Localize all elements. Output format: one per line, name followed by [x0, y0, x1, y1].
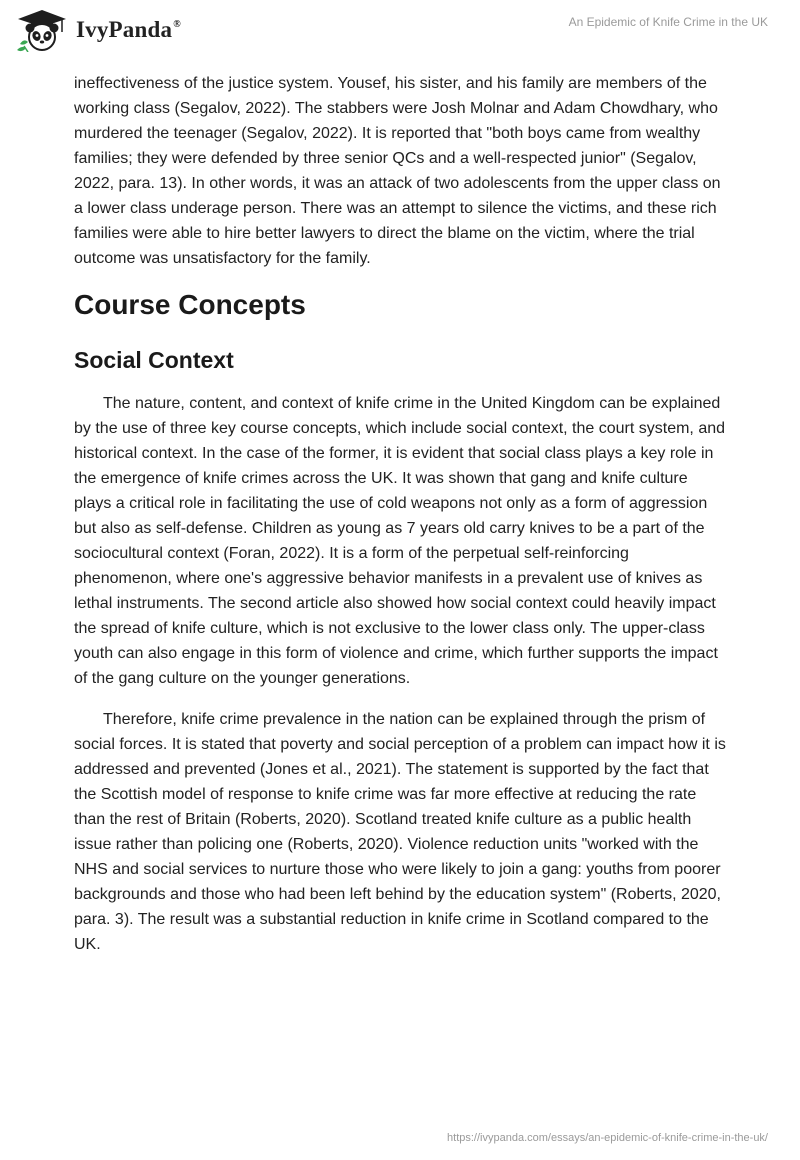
document-title: An Epidemic of Knife Crime in the UK [568, 15, 768, 29]
section-heading-course-concepts: Course Concepts [74, 289, 306, 320]
footer-url[interactable]: https://ivypanda.com/essays/an-epidemic-of-knife-crime-in-the-uk/ [447, 1132, 768, 1144]
ivypanda-logo[interactable] [14, 8, 181, 52]
paragraph-continued: ineffectiveness of the justice system. Yousef, his sister, and his family are members of the working class (Segalov, 2022). The stabbers were Josh Molnar and Adam Chowdhary, who murdered the teenager (Segalov, 2022). It is reported that "both boys came from wealthy families; they were defended by three senior QCs and a well-respected junior" (Segalov, 2022, para. 13). In other words, it was an attack of two adolescents from the upper class on a lower class underage person. There was an attempt to silence the victims, and these rich families were able to hire better lawyers to direct the blame on the victim, where the trial outcome was unsatisfactory for the family. [74, 75, 721, 267]
subsection-heading-social-context: Social Context [74, 347, 234, 373]
panda-graduate-icon [14, 8, 70, 52]
brand-name: IvyPanda® [76, 17, 181, 42]
essay-content [74, 71, 728, 973]
paragraph-social-context-1: The nature, content, and context of knife crime in the United Kingdom can be explained by the use of three key course concepts, which include social context, the court system, and historical context. In the case of the former, it is evident that social class plays a key role in the emergence of knife crimes across the UK. It was shown that gang and knife culture plays a critical role in facilitating the use of cold weapons not only as a form of aggression but also as self-defense. Children as young as 7 years old carry knives to be a part of the sociocultural context (Foran, 2022). It is a form of the perpetual self-reinforcing phenomenon, where one's aggressive behavior manifests in a prevalent use of knives as lethal instruments. The second article also showed how social context could heavily impact the spread of knife culture, which is not exclusive to the lower class only. The upper-class youth can also engage in this form of violence and crime, which further supports the impact of the gang culture on the younger generations. [74, 395, 726, 687]
page-header [0, 0, 800, 62]
paragraph-social-context-2: Therefore, knife crime prevalence in the nation can be explained through the prism of social forces. It is stated that poverty and social perception of a problem can impact how it is addressed and prevented (Jones et al., 2021). The statement is supported by the fact that the Scottish model of response to knife crime was far more effective at reducing the rate than the rest of Britain (Roberts, 2020). Scotland treated knife culture as a public health issue rather than policing one (Roberts, 2020). Violence reduction units "worked with the NHS and social services to nurture those who were likely to join a gang: youths from poorer backgrounds and those who had been left behind by the education system" (Roberts, 2020, para. 3). The result was a substantial reduction in knife crime in Scotland compared to the UK. [74, 711, 726, 953]
